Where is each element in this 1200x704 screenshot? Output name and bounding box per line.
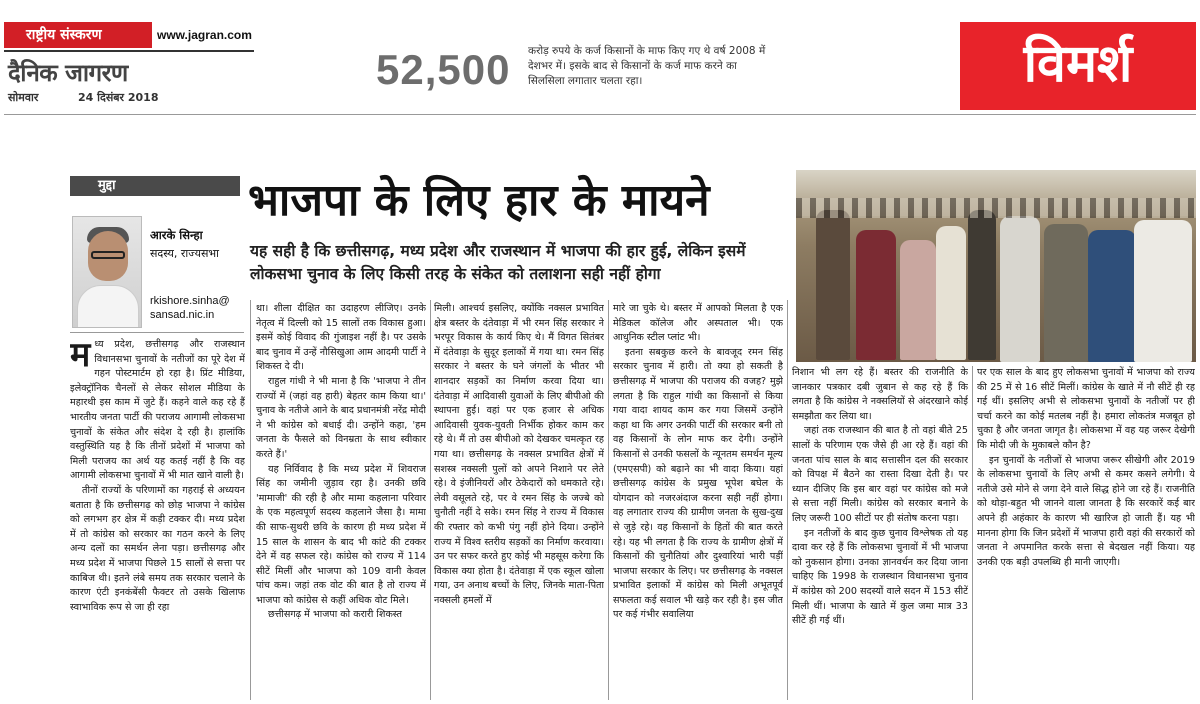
newspaper-logo: दैनिक जागरण [8, 59, 128, 87]
fact-number: 52,500 [376, 46, 511, 93]
paragraph: इन चुनावों के नतीजों से भाजपा जरूर सीखेगी और 2019 के लोकसभा चुनावों के लिए अभी से कमर कसने लगेगी। ये नतीजे उसे मोने से जगा देने वाले सिद्ध होने जा रहे हैं। राजनीति को थोड़ा-बहुत भी जानने वाला जानता है कि सरकारें कई बार अपने ही अहंकार के कारण भी खारिज हो जाती हैं। यह भी मानना होगा कि जिन प्रदेशों में भाजपा हारी वहां की सरकारों को जनता ने अपमानित करके सत्ता से बेदखल नहीं किया। यह उनकी एक बड़ी उपलब्धि ही मानी जाएगी। [977, 454, 1195, 568]
paragraph: मिली। आश्चर्य इसलिए, क्योंकि नक्सल प्रभावित क्षेत्र बस्तर के दंतेवाड़ा में भी रमन सिंह सरकार ने भरपूर विकास के कार्य किए थे। मैं विगत सितंबर में दंतेवाड़ा के सुदूर इलाकों में गया था। रमन सिंह सरकार ने बस्तर के घने जंगलों के भीतर भी शानदार सड़कों का निर्माण करवा दिया था। दंतेवाड़ा में आदिवासी युवाओं के लिए बीपीओ की स्थापना हुई। वहां पर एक हजार से अधिक आदिवासी युवक-युवती निर्भीक होकर काम कर रहे थे। मैं तो उस बीपीओ को देखकर चमत्कृत रह गया था। छत्तीसगढ़ के नक्सल प्रभावित क्षेत्रों में सशस्त्र नक्सली पुलों को अपने निशाने पर लेते रहे। वे इंजीनियरों और ठेकेदारों को धमकाते रहे। लेवी वसूलते रहे, पर वे रमन सिंह के जज्बे को चुनौती नहीं दे सके। रमन सिंह ने राज्य में विकास की रफ्तार को कभी पंगु नहीं होने दिया। उन्होंने राज्य में विश्व स्तरीय सड़कों का निर्माण करवाया। उन पर सफर करते हुए कोई भी महसूस करेगा कि विकास क्या होता है। दंतेवाड़ा में एक स्कूल खोला गया, उन अनाथ बच्चों के लिए, जिनके माता-पिता नक्सली हमलों में [434, 303, 604, 606]
author-photo [72, 216, 142, 328]
article-column-1 [70, 338, 245, 700]
column-rule [430, 300, 431, 700]
column-rule [787, 300, 788, 700]
drop-cap: म [70, 338, 91, 375]
author-email-line: sansad.nic.in [150, 309, 215, 321]
article-column-5 [792, 366, 968, 700]
article-column-3 [434, 302, 604, 700]
author-email-line: rkishore.sinha@ [150, 295, 230, 307]
news-photo [796, 170, 1196, 362]
column-rule [250, 300, 251, 700]
section-banner: विमर्श [960, 22, 1196, 110]
byline-rule [70, 332, 244, 333]
masthead-divider [4, 50, 254, 52]
article-column-2 [256, 302, 426, 700]
column-rule [608, 300, 609, 700]
paragraph: यह निर्विवाद है कि मध्य प्रदेश में शिवराज सिंह का जमीनी जुड़ाव रहा है। उनकी छवि 'मामाजी' की रही है और मामा कहलाना परिवार के एक महत्वपूर्ण सदस्य कहलाने जैसा है। मामा की साफ-सुथरी छवि के कारण ही मध्य प्रदेश में 15 साल के शासन के बाद भी कांटे की टक्कर देने में वह सफल रहे। कांग्रेस को राज्य में 114 सीटें मिलीं और भाजपा को 109 वानी केवल पांच कम। जहां तक वोट की बात है तो राज्य में भाजपा को कांग्रेस से कहीं अधिक वोट मिले। [256, 463, 426, 606]
author-role: सदस्य, राज्यसभा [150, 247, 219, 260]
paragraph: निशान भी लग रहे हैं। बस्तर की राजनीति के जानकार पत्रकार दबी जुबान से कह रहे हैं कि लगता है कि कांग्रेस ने नक्सलियों से अंदरखाने कोई समझौता कर लिया था। [792, 367, 968, 422]
paragraph: इन नतीजों के बाद कुछ चुनाव विश्लेषक तो यह दावा कर रहे हैं कि लोकसभा चुनावों में भी भाजपा को नुकसान होगा। उनका ज्ञानवर्धन कर दिया जाना चाहिए कि 1998 के राजस्थान विधानसभा चुनाव में कांग्रेस को 200 सदस्यों वाले सदन में 153 सीटें मिली थीं। भाजपा के खाते में कुल जमा मात्र 33 सीटें ही गई थीं। [792, 527, 968, 627]
paragraph: पर एक साल के बाद हुए लोकसभा चुनावों में भाजपा को राज्य की 25 में से 16 सीटें मिलीं। कांग्रेस के खाते में नौ सीटें ही रह गई थीं। इसलिए अभी से लोकसभा चुनावों के नतीजों पर ही चर्चा करने का कोई मतलब नहीं है। हमारा लोकतंत्र मजबूत हो चुका है और जनता जागृत है। लोकसभा में वह यह जरूर देखेगी कि मोदी जी के मुकाबले कौन है? [977, 367, 1195, 451]
column-rule [972, 366, 973, 700]
paragraph: तीनों राज्यों के परिणामों का गहराई से अध्ययन बताता है कि छत्तीसगढ़ को छोड़ भाजपा ने कांग्रेस को लगभग हर क्षेत्र में कड़ी टक्कर दी। मध्य प्रदेश में तो कांग्रेस को सरकार का गठन करने के लिए अन्य दलों का समर्थन लेना पड़ा। छत्तीसगढ़ और मध्य प्रदेश में भाजपा पिछले 15 सालों से सत्ता पर काबिज थी। इतने लंबे समय तक सरकार चलाने के कारण एंटी इनकंबेंसी फैक्टर तो उसके खिलाफ स्वाभाविक रूप से जा ही रहा [70, 484, 245, 613]
issue-day: सोमवार [8, 91, 39, 104]
paragraph: था। शीला दीक्षित का उदाहरण लीजिए। उनके नेतृत्व में दिल्ली को 15 सालों तक विकास हुआ। इसमें कोई विवाद की गुंजाइश नहीं है। पर उसके बाद चुनाव में उन्हें नौसिखुआ आम आदमी पार्टी ने शिकस्त दे दी। [256, 303, 426, 373]
paragraph: राहुल गांधी ने भी माना है कि 'भाजपा ने तीन राज्यों में (जहां वह हारी) बेहतर काम किया था।' चुनाव के नतीजे आने के बाद प्रधानमंत्री नरेंद्र मोदी ने भी कांग्रेस को बधाई दी। उन्होंने कहा, 'हम जनता के फैसले को विनम्रता के साथ स्वीकार करते हैं।' [256, 375, 426, 460]
paragraph: जहां तक राजस्थान की बात है तो वहां बीते 25 सालों के परिणाम एक जैसे ही आ रहे हैं। वहां की जनता पांच साल के बाद सत्तासीन दल की सरकार को विपक्ष में बैठने का रास्ता दिखा देती है। पर ध्यान दीजिए कि इस बार वहां पर कांग्रेस को मजे से सत्ता नहीं मिली। कांग्रेस को सरकार बनाने के लिए जरूरी 100 सीटों पर ही संतोष करना पड़ा। [792, 425, 968, 524]
edition-tag: राष्ट्रीय संस्करण [4, 22, 152, 48]
paragraph: ध्य प्रदेश, छत्तीसगढ़ और राजस्थान विधानसभा चुनावों के नतीजों का पूरे देश में गहन पोस्टमार्टम हो रहा है। प्रिंट मीडिया, इलेक्ट्रॉनिक चैनलों से लेकर सोशल मीडिया के महारथी इस काम में जुटे हैं। कहने वाले कह रहे हैं भारतीय जनता पार्टी की पराजय आगामी लोकसभा चुनावों के संकेत और संदेश दे रही है। हालांकि वस्तुस्थिति यह है कि तीनों प्रदेशों में भाजपा को मिली पराजय का अर्थ यह कतई नहीं है कि वह आगामी लोकसभा चुनावों में भी मात खाने वाली है। [70, 339, 245, 482]
author-email [150, 294, 230, 322]
header-rule [4, 114, 1196, 115]
column-tag: मुद्दा [70, 176, 240, 196]
fact-caption: करोड़ रुपये के कर्ज किसानों के माफ किए गए थे वर्ष 2008 में देशभर में। इसके बाद से किसानों के कर्ज माफ करने का सिलसिला लगातार चलता रहा। [528, 45, 766, 87]
paragraph: छत्तीसगढ़ में भाजपा को करारी शिकस्त [268, 609, 403, 621]
article-column-6 [977, 366, 1195, 700]
paragraph: मारे जा चुके थे। बस्तर में आपको मिलता है एक मेडिकल कॉलेज और अस्पताल भी। एक आधुनिक स्टील प्लांट भी। [613, 303, 783, 344]
article-standfirst: यह सही है कि छत्तीसगढ़, मध्य प्रदेश और राजस्थान में भाजपा की हार हुई, लेकिन इसमें लोकसभा चुनाव के लिए किसी तरह के संकेत को तलाशना सही नहीं होगा [250, 242, 746, 283]
issue-date: 24 दिसंबर 2018 [78, 91, 159, 104]
paragraph: इतना सबकुछ करने के बावजूद रमन सिंह सरकार चुनाव में हारी। तो क्या हो सकती है छत्तीसगढ़ में भाजपा की पराजय की वजह? मुझे लगता है कि राहुल गांधी का किसानों से किया गया वादा शायद काम कर गया जिसमें उन्होंने कहा था कि अगर उनकी पार्टी की सरकार बनी तो वह किसानों के लोन माफ कर देगी। उन्होंने किसानों से उनकी फसलों के न्यूनतम समर्थन मूल्य (एमएसपी) को बढ़ाने का भी वादा किया। यहां छत्तीसगढ़ कांग्रेस के प्रमुख भूपेश बघेल के योगदान को नजरअंदाज करना सही नहीं होगा। वह लगातार राज्य की ग्रामीण जनता के सुख-दुख से जुड़े रहे। वह किसानों के हितों की बात करते रहे। यह भी लगता है कि राज्य के ग्रामीण क्षेत्रों में किसानों की चुनौतियां और दुश्वारियां भारी पड़ीं भाजपा सरकार के लिए। पर छत्तीसगढ़ के नक्सल प्रभावित इलाकों में कांग्रेस को मिली अभूतपूर्व सफलता कई सवाल भी खड़े कर रही है। इस जीत पर कई गंभीर सवालिया [613, 346, 783, 621]
website-link[interactable]: www.jagran.com [157, 28, 252, 42]
article-column-4 [613, 302, 783, 700]
author-name: आरके सिन्हा [150, 228, 203, 242]
article-headline: भाजपा के लिए हार के मायने [248, 175, 710, 226]
